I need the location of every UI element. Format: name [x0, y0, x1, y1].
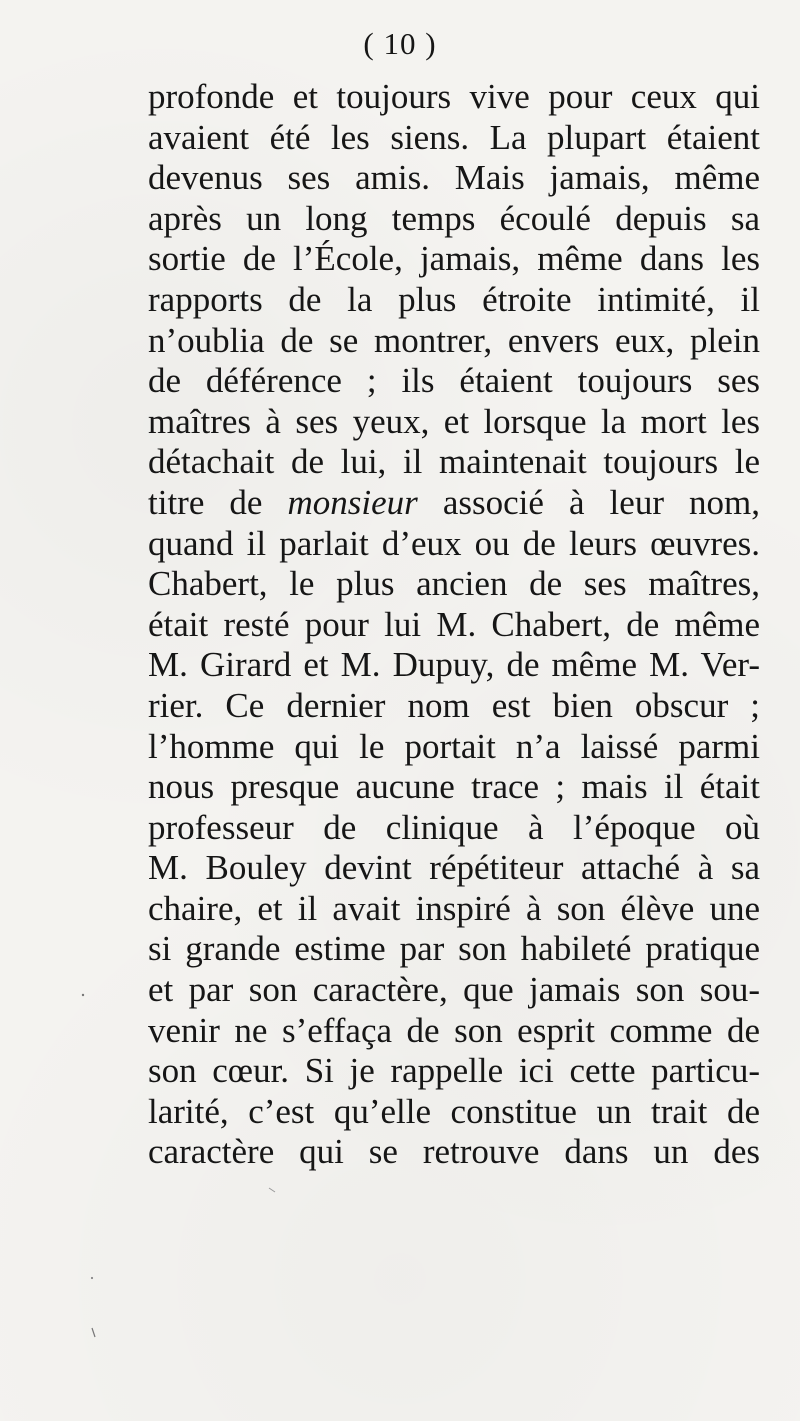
paper-speck — [82, 994, 84, 996]
text-line-17: l’homme qui le portait n’a laissé parmi — [148, 726, 760, 766]
text-line-11-before: titre de — [148, 482, 288, 522]
paper-speck — [91, 1277, 93, 1279]
text-line-26: larité, c’est qu’elle constitue un trait de — [148, 1091, 760, 1131]
text-line-18: nous presque aucune trace ; mais il était — [148, 767, 760, 807]
page-number: ( 10 ) — [363, 26, 437, 61]
text-line-25: son cœur. Si je rappelle ici cette particu- — [148, 1051, 760, 1091]
text-line-15: M. Girard et M. Dupuy, de même M. Ver- — [148, 645, 760, 685]
text-line-5: sortie de l’École, jamais, même dans les — [148, 239, 760, 279]
text-line-27: caractère qui se retrouve dans un des — [148, 1132, 760, 1172]
text-line-13: Chabert, le plus ancien de ses maîtres, — [148, 564, 760, 604]
text-line-24: venir ne s’effaça de son esprit comme de — [148, 1010, 760, 1050]
paper-scratch — [92, 1328, 95, 1337]
text-line-1: profonde et toujours vive pour ceux qui — [148, 77, 760, 116]
text-line-2: avaient été les siens. La plupart étaient — [148, 117, 760, 157]
text-line-23: et par son caractère, que jamais son sou- — [148, 970, 760, 1010]
text-line-22: si grande estime par son habileté pratique — [148, 929, 760, 969]
text-line-3: devenus ses amis. Mais jamais, même — [148, 158, 760, 198]
text-line-14: était resté pour lui M. Chabert, de même — [148, 604, 760, 644]
text-line-8: de déférence ; ils étaient toujours ses — [148, 361, 760, 401]
paper-scratch — [269, 1188, 275, 1192]
text-line-6: rapports de la plus étroite intimité, il — [148, 279, 760, 319]
text-line-16: rier. Ce dernier nom est bien obscur ; — [148, 685, 760, 725]
text-line-11-after: associé à leur nom, — [417, 482, 760, 522]
text-line-4: après un long temps écoulé depuis sa — [148, 198, 760, 238]
text-line-19: professeur de clinique à l’époque où — [148, 807, 760, 847]
text-line-21: chaire, et il avait inspiré à son élève une — [148, 888, 760, 928]
text-line-10: détachait de lui, il maintenait toujours le — [148, 442, 760, 482]
body-text — [148, 77, 760, 1173]
text-line-11 — [148, 483, 760, 524]
text-line-9: maîtres à ses yeux, et lorsque la mort les — [148, 401, 760, 441]
italic-word-monsieur: monsieur — [287, 482, 418, 522]
text-line-20: M. Bouley devint répétiteur attaché à sa — [148, 848, 760, 888]
text-line-12: quand il parlait d’eux ou de leurs œuvres. — [148, 523, 760, 563]
text-line-7: n’oublia de se montrer, envers eux, plein — [148, 320, 760, 360]
